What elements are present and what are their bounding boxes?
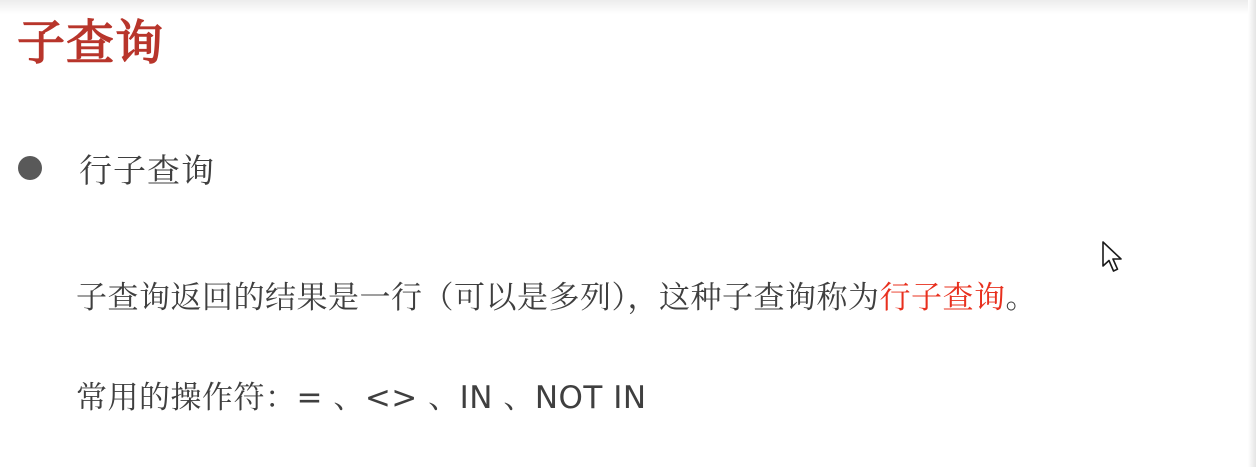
top-shadow xyxy=(0,0,1256,14)
mouse-pointer-icon xyxy=(1101,241,1123,273)
description-highlight: 行子查询 xyxy=(879,280,1006,316)
description-paragraph xyxy=(76,276,1037,320)
slide-title: 子查询 xyxy=(17,15,165,71)
operators-line: 常用的操作符：= 、<> 、IN 、NOT IN xyxy=(76,380,647,416)
bullet-dot-icon xyxy=(18,156,42,180)
right-edge-shadow xyxy=(1248,0,1256,467)
description-prefix: 子查询返回的结果是一行（可以是多列），这种子查询称为 xyxy=(76,280,880,316)
bullet-label: 行子查询 xyxy=(79,150,215,190)
bullet-item xyxy=(18,143,215,193)
description-suffix: 。 xyxy=(1005,280,1037,316)
